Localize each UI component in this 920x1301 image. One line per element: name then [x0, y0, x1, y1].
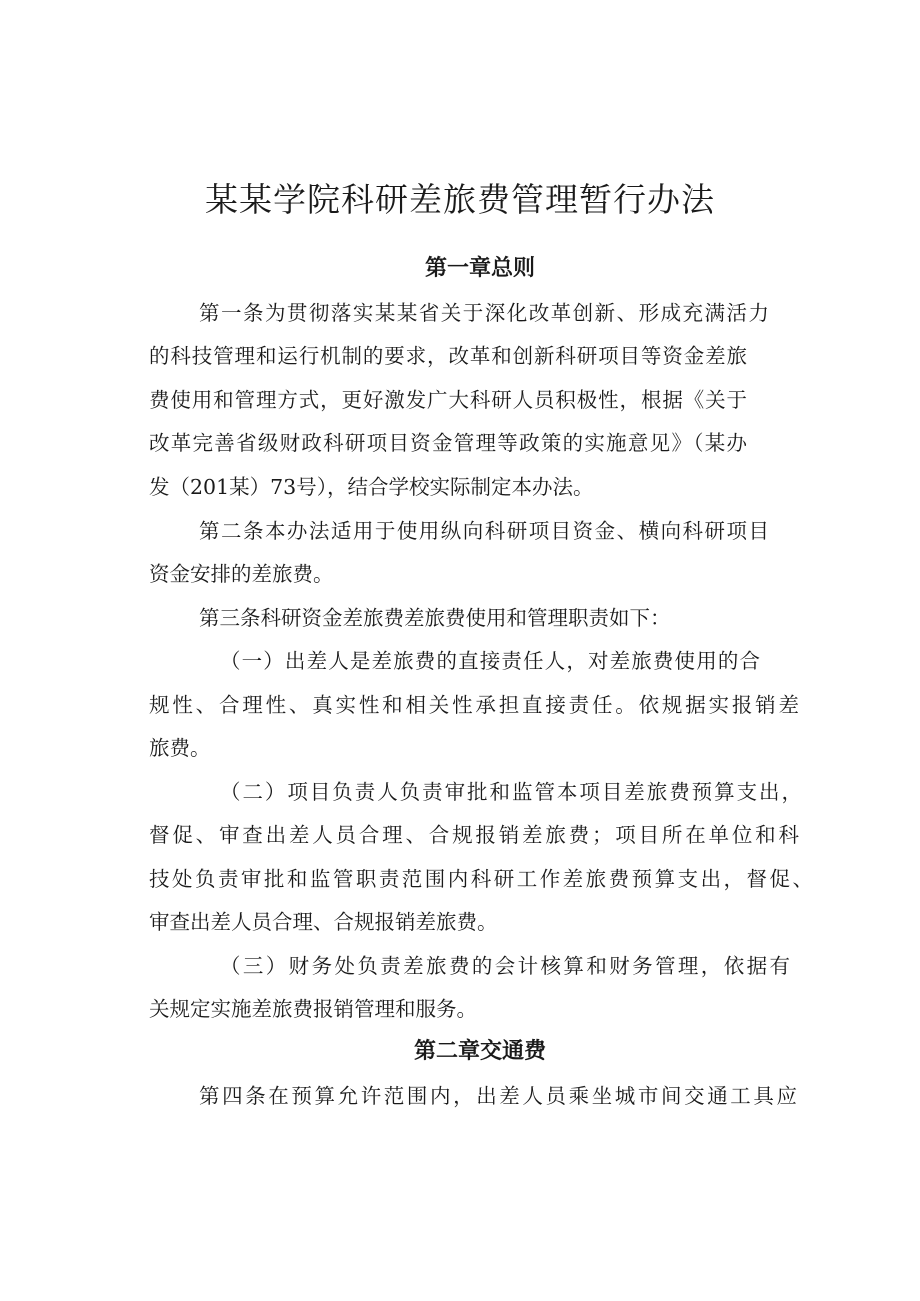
chapter-2-heading: 第二章交通费: [413, 1039, 546, 1064]
clause-2-line-1: （二）项目负责人负责审批和监管本项目差旅费预算支出，: [220, 780, 802, 804]
article-2-line-1: 第二条本办法适用于使用纵向科研项目资金、横向科研项目: [199, 519, 769, 543]
document-title: 某某学院科研差旅费管理暂行办法: [205, 180, 715, 220]
article-4-line-1: 第四条在预算允许范围内，出差人员乘坐城市间交通工具应: [199, 1084, 797, 1108]
clause-1-line-3: 旅费。: [149, 736, 211, 760]
clause-2-line-2: 督促、审查出差人员合理、合规报销差旅费；项目所在单位和科: [149, 823, 799, 847]
article-1-line-2: 的科技管理和运行机制的要求，改革和创新科研项目等资金差旅: [149, 344, 747, 368]
clause-2-line-4: 审查出差人员合理、合规报销差旅费。: [149, 910, 498, 934]
article-1-line-1: 第一条为贯彻落实某某省关于深化改革创新、形成充满活力: [199, 301, 769, 325]
article-1-line-5: 发（201某）73号），结合学校实际制定本办法。: [149, 475, 594, 499]
chapter-1-heading: 第一章总则: [424, 256, 535, 281]
clause-3-line-2: 关规定实施差旅费报销管理和服务。: [149, 997, 477, 1021]
article-1-line-3: 费使用和管理方式，更好激发广大科研人员积极性，根据《关于: [149, 388, 747, 412]
clause-1-line-2: 规性、合理性、真实性和相关性承担直接责任。依规据实报销差: [149, 693, 799, 717]
article-3-line-1: 第三条科研资金差旅费差旅费使用和管理职责如下：: [199, 606, 671, 630]
article-1-line-4: 改革完善省级财政科研项目资金管理等政策的实施意见》（某办: [149, 431, 747, 455]
clause-2-line-3: 技处负责审批和监管职责范围内科研工作差旅费预算支出，督促、: [149, 867, 813, 891]
clause-3-line-1: （三）财务处负责差旅费的会计核算和财务管理，依据有: [220, 954, 790, 978]
clause-1-line-1: （一）出差人是差旅费的直接责任人，对差旅费使用的合: [220, 649, 760, 673]
article-2-line-2: 资金安排的差旅费。: [149, 562, 334, 586]
